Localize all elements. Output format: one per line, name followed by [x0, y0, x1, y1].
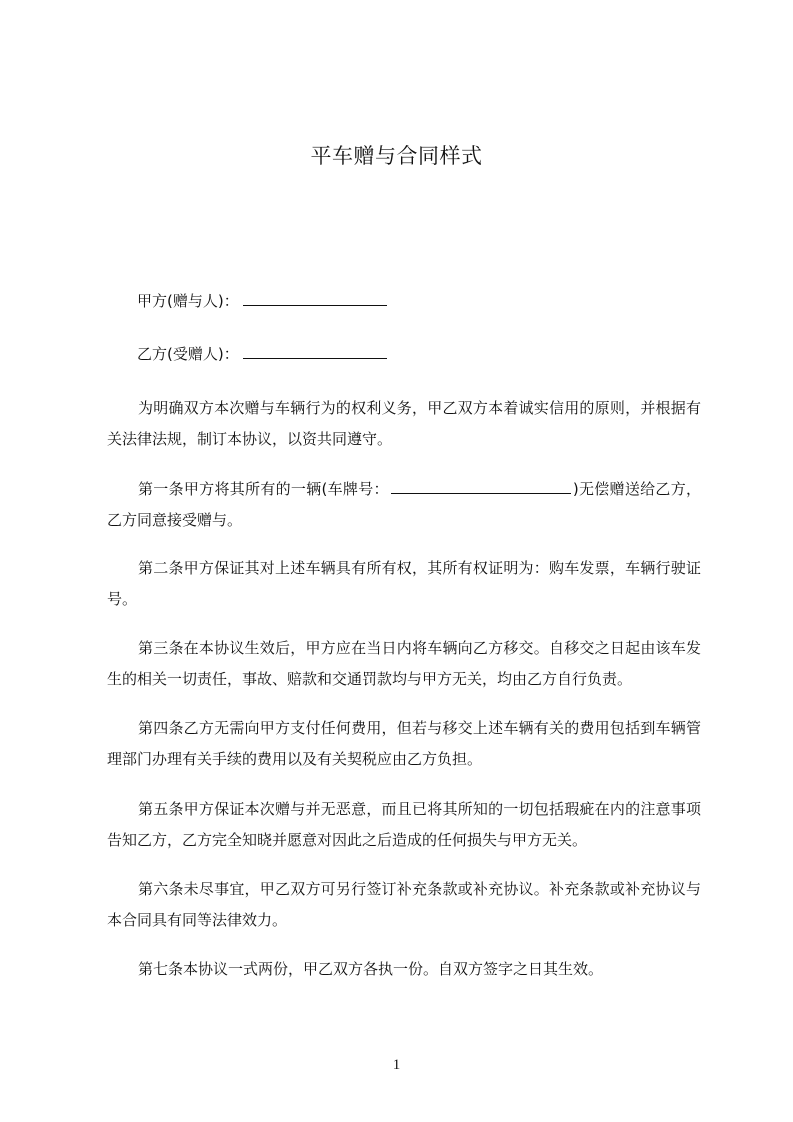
party-b-line: [137, 341, 387, 366]
article-3-paragraph: 第三条在本协议生效后，甲方应在当日内将车辆向乙方移交。自移交之日起由该车发生的相关一切责任，事故、赔款和交通罚款均与甲方无关，均由乙方自行负责。: [107, 639, 701, 688]
party-a-label: 甲方(赠与人)：: [137, 292, 239, 310]
article-1-text-after: )无偿赠送给乙方，乙方同意接受赠与。: [107, 480, 701, 529]
article-6-paragraph: 第六条未尽事宜，甲乙双方可另行签订补充条款或补充协议。补充条款或补充协议与本合同具有同等法律效力。: [107, 880, 701, 929]
article-7-paragraph: 第七条本协议一式两份，甲乙双方各执一份。自双方签字之日其生效。: [138, 960, 604, 978]
plate-number-blank: [391, 476, 571, 494]
preamble-paragraph: 为明确双方本次赠与车辆行为的权利义务，甲乙双方本着诚实信用的原则，并根据有关法律法规，制订本协议，以资共同遵守。: [107, 399, 701, 448]
article-5-paragraph: 第五条甲方保证本次赠与并无恶意，而且已将其所知的一切包括瑕疵在内的注意事项告知乙方，乙方完全知晓并愿意对因此之后造成的任何损失与甲方无关。: [107, 800, 701, 849]
article-2-paragraph: 第二条甲方保证其对上述车辆具有所有权，其所有权证明为：购车发票，车辆行驶证号。: [107, 559, 701, 608]
article-4-paragraph: 第四条乙方无需向甲方支付任何费用，但若与移交上述车辆有关的费用包括到车辆管理部门办理有关手续的费用以及有关契税应由乙方负担。: [107, 719, 701, 768]
party-b-blank: [243, 341, 387, 359]
article-1-paragraph: [107, 474, 701, 536]
article-1-text-before: 第一条甲方将其所有的一辆(车牌号：: [138, 480, 389, 498]
party-a-line: [137, 288, 387, 313]
party-a-blank: [243, 288, 387, 306]
party-b-label: 乙方(受赠人)：: [137, 345, 239, 363]
document-title: 平车赠与合同样式: [310, 144, 483, 168]
page-number: 1: [392, 1057, 401, 1073]
